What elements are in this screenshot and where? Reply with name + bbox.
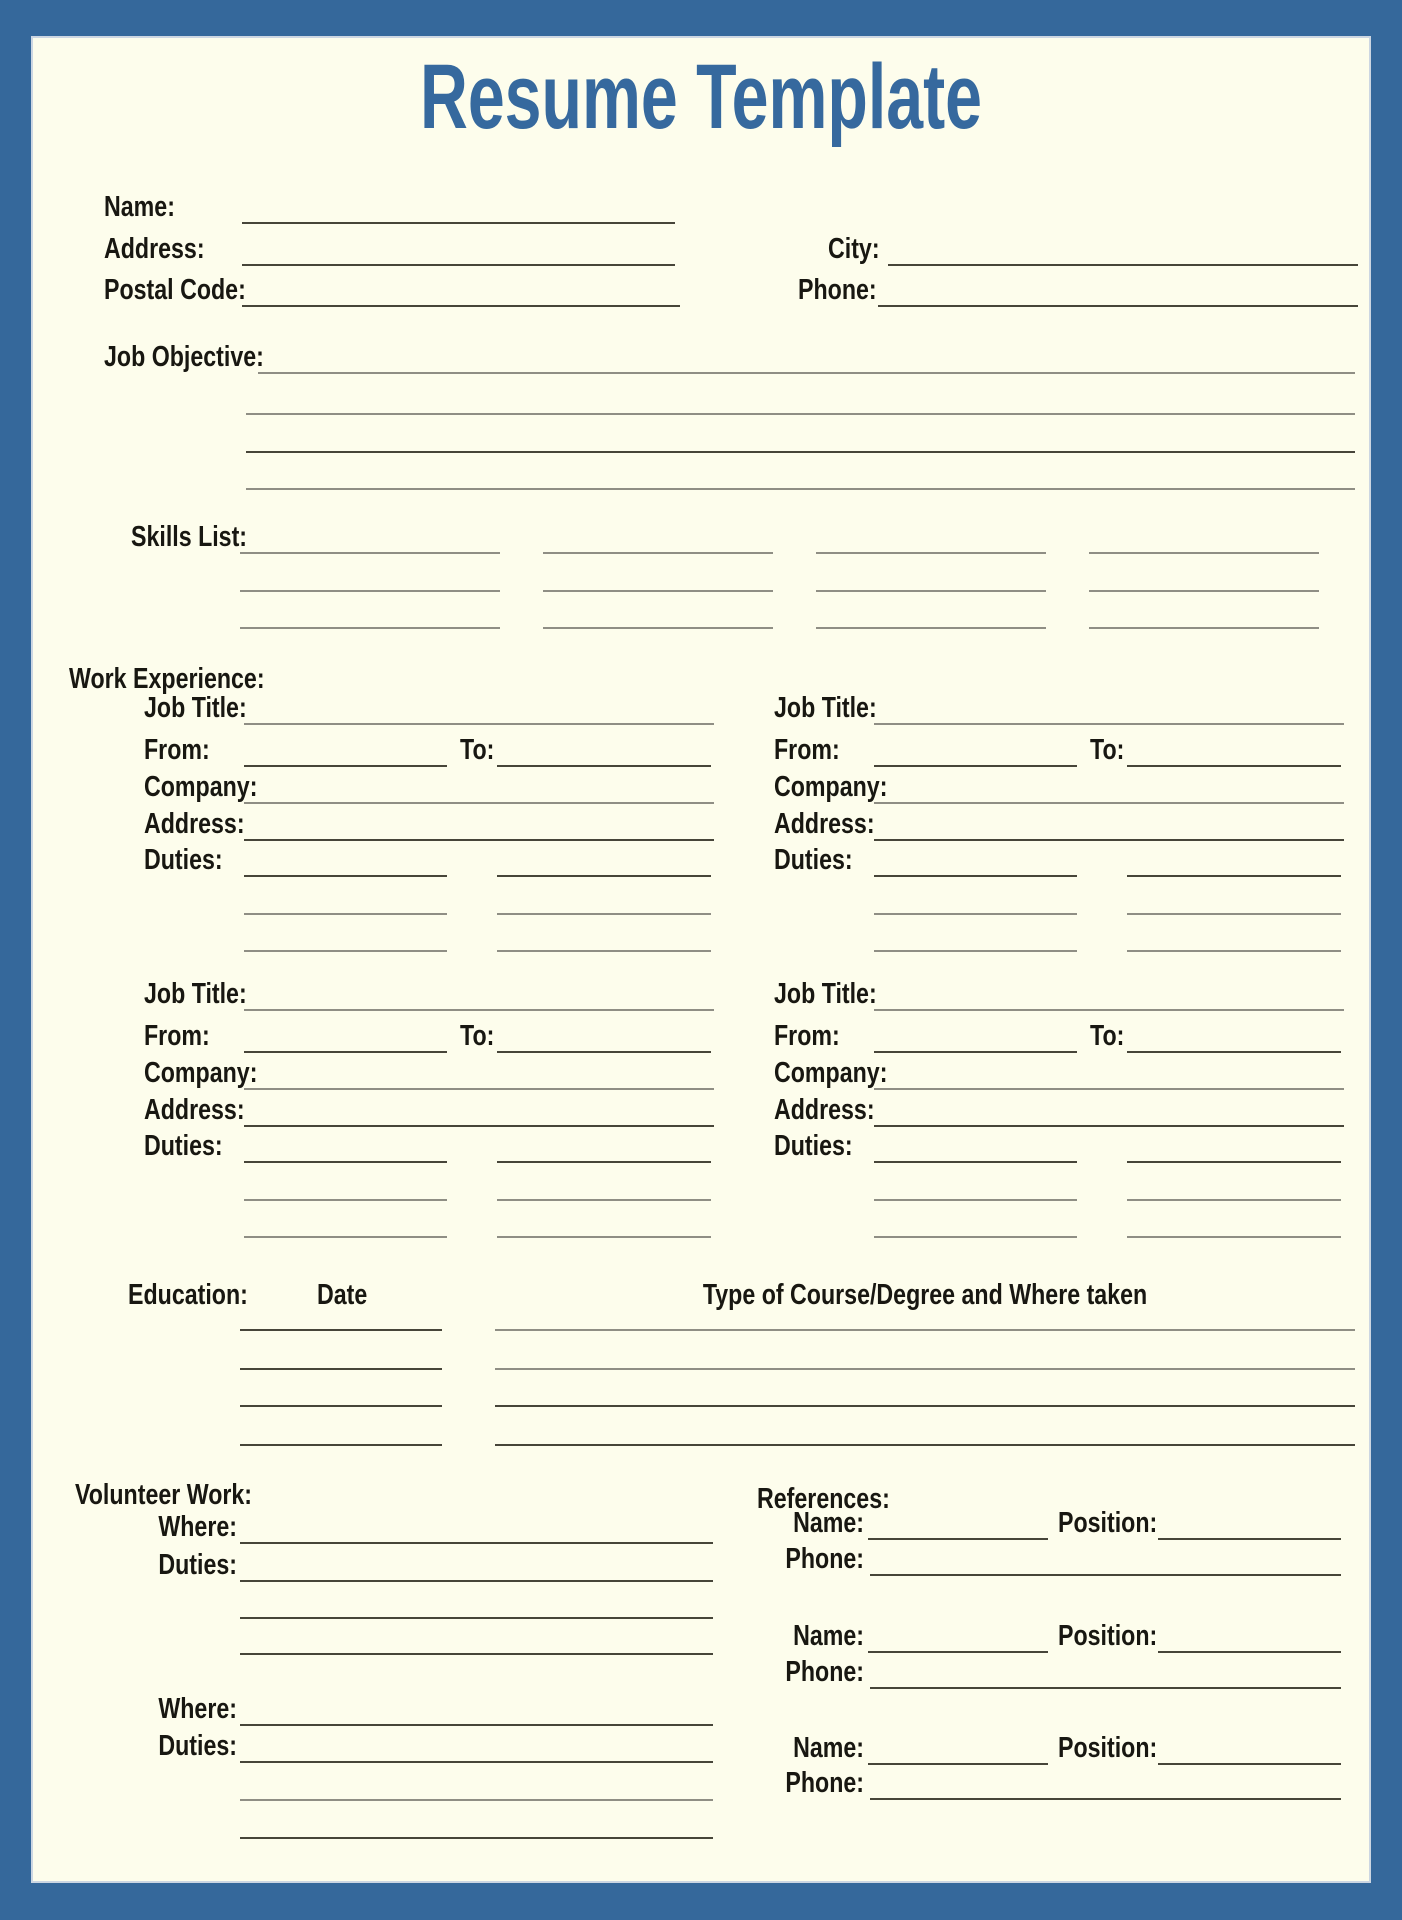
skill-line-r2c1[interactable]	[240, 590, 500, 592]
reference-name-label: Name:	[793, 1620, 864, 1652]
job4-to-line[interactable]	[1127, 1051, 1341, 1053]
work-experience-heading: Work Experience:	[69, 663, 265, 695]
from-label: From:	[144, 1020, 210, 1052]
volunteer2-duties-line-1[interactable]	[240, 1761, 713, 1763]
duties-label: Duties:	[144, 844, 223, 876]
to-label: To:	[460, 734, 495, 766]
skill-line-r2c4[interactable]	[1089, 590, 1319, 592]
job-objective-line-3[interactable]	[246, 451, 1355, 453]
work-entry-1	[144, 693, 744, 963]
job2-duty-line-3b[interactable]	[1127, 950, 1341, 952]
job1-title-line[interactable]	[244, 723, 714, 725]
job2-duty-line-1a[interactable]	[874, 875, 1077, 877]
job3-duty-line-2a[interactable]	[244, 1199, 447, 1201]
job3-company-line[interactable]	[244, 1088, 714, 1090]
company-label: Company:	[774, 1057, 888, 1089]
job1-duty-line-1a[interactable]	[244, 875, 447, 877]
company-label: Company:	[774, 771, 888, 803]
job-objective-line-2[interactable]	[246, 413, 1355, 415]
job3-duty-line-3b[interactable]	[497, 1236, 711, 1238]
education-label: Education:	[128, 1279, 248, 1311]
company-label: Company:	[144, 771, 258, 803]
reference3-name-line[interactable]	[868, 1763, 1048, 1765]
job4-from-line[interactable]	[874, 1051, 1077, 1053]
name-field-line[interactable]	[242, 222, 675, 224]
job-title-label: Job Title:	[144, 692, 247, 724]
address-label: Address:	[104, 233, 205, 265]
volunteer-work-heading: Volunteer Work:	[75, 1479, 253, 1511]
skill-line-r3c2[interactable]	[543, 627, 773, 629]
volunteer1-where-line[interactable]	[240, 1542, 713, 1544]
reference-phone-label: Phone:	[785, 1543, 864, 1575]
job2-company-line[interactable]	[874, 802, 1344, 804]
skill-line-r2c2[interactable]	[543, 590, 773, 592]
volunteer1-duties-line-1[interactable]	[240, 1580, 713, 1582]
duties-label: Duties:	[144, 1130, 223, 1162]
skill-line-r1c3[interactable]	[816, 552, 1046, 554]
city-field-line[interactable]	[888, 264, 1358, 266]
name-label: Name:	[104, 191, 175, 223]
job2-duty-line-3a[interactable]	[874, 950, 1077, 952]
to-label: To:	[1090, 734, 1125, 766]
job1-duty-line-2a[interactable]	[244, 913, 447, 915]
reference2-name-line[interactable]	[868, 1651, 1048, 1653]
skill-line-r3c4[interactable]	[1089, 627, 1319, 629]
reference-phone-label: Phone:	[785, 1656, 864, 1688]
work-entry-2	[774, 693, 1374, 963]
work-entry-3	[144, 979, 744, 1249]
reference-name-label: Name:	[793, 1732, 864, 1764]
education-course-header: Type of Course/Degree and Where taken	[702, 1279, 1148, 1311]
reference1-name-line[interactable]	[868, 1538, 1048, 1540]
job1-duty-line-3a[interactable]	[244, 950, 447, 952]
skill-line-r1c4[interactable]	[1089, 552, 1319, 554]
reference3-position-line[interactable]	[1158, 1763, 1341, 1765]
volunteer2-duties-line-2[interactable]	[240, 1799, 713, 1801]
from-label: From:	[774, 734, 840, 766]
job-objective-line-4[interactable]	[246, 488, 1355, 490]
job2-to-line[interactable]	[1127, 765, 1341, 767]
job-objective-line-1[interactable]	[258, 372, 1355, 374]
phone-field-line[interactable]	[878, 305, 1358, 307]
job2-address-line[interactable]	[874, 839, 1344, 841]
job1-to-line[interactable]	[497, 765, 711, 767]
duties-label: Duties:	[774, 1130, 853, 1162]
job2-duty-line-1b[interactable]	[1127, 875, 1341, 877]
reference2-position-line[interactable]	[1158, 1651, 1341, 1653]
job-title-label: Job Title:	[774, 978, 877, 1010]
skill-line-r1c2[interactable]	[543, 552, 773, 554]
job1-address-line[interactable]	[244, 839, 714, 841]
volunteer2-duties-line-3[interactable]	[240, 1837, 713, 1839]
skill-line-r3c1[interactable]	[240, 627, 500, 629]
duties-label: Duties:	[774, 844, 853, 876]
job4-duty-line-3b[interactable]	[1127, 1236, 1341, 1238]
education-date-line-1[interactable]	[240, 1329, 442, 1331]
to-label: To:	[1090, 1020, 1125, 1052]
education-date-line-4[interactable]	[240, 1444, 442, 1446]
address-label: Address:	[144, 1094, 245, 1126]
volunteer1-duties-line-3[interactable]	[240, 1653, 713, 1655]
job2-from-line[interactable]	[874, 765, 1077, 767]
reference3-phone-line[interactable]	[870, 1798, 1341, 1800]
job-title-label: Job Title:	[144, 978, 247, 1010]
job3-duty-line-2b[interactable]	[497, 1199, 711, 1201]
job-objective-label: Job Objective:	[104, 341, 264, 373]
job2-duty-line-2a[interactable]	[874, 913, 1077, 915]
volunteer2-where-line[interactable]	[240, 1724, 713, 1726]
address-field-line[interactable]	[242, 264, 675, 266]
education-course-line-3[interactable]	[495, 1405, 1355, 1407]
address-label: Address:	[774, 808, 875, 840]
reference-position-label: Position:	[1058, 1620, 1158, 1652]
volunteer1-duties-line-2[interactable]	[240, 1617, 713, 1619]
skill-line-r3c3[interactable]	[816, 627, 1046, 629]
postal-code-field-line[interactable]	[242, 305, 680, 307]
job4-address-line[interactable]	[874, 1125, 1344, 1127]
from-label: From:	[774, 1020, 840, 1052]
job1-duty-line-3b[interactable]	[497, 950, 711, 952]
job1-company-line[interactable]	[244, 802, 714, 804]
duties-label: Duties:	[158, 1549, 237, 1581]
from-label: From:	[144, 734, 210, 766]
postal-code-label: Postal Code:	[104, 274, 246, 306]
job2-duty-line-2b[interactable]	[1127, 913, 1341, 915]
references-heading: References:	[757, 1483, 890, 1515]
education-course-line-1[interactable]	[495, 1329, 1355, 1331]
job1-duty-line-2b[interactable]	[497, 913, 711, 915]
job3-address-line[interactable]	[244, 1125, 714, 1127]
phone-label: Phone:	[798, 274, 877, 306]
job1-from-line[interactable]	[244, 765, 447, 767]
reference-position-label: Position:	[1058, 1507, 1158, 1539]
to-label: To:	[460, 1020, 495, 1052]
address-label: Address:	[774, 1094, 875, 1126]
skills-list-label: Skills List:	[131, 521, 248, 553]
education-course-line-2[interactable]	[495, 1368, 1355, 1370]
education-date-line-2[interactable]	[240, 1368, 442, 1370]
company-label: Company:	[144, 1057, 258, 1089]
address-label: Address:	[144, 808, 245, 840]
job-title-label: Job Title:	[774, 692, 877, 724]
reference1-position-line[interactable]	[1158, 1538, 1341, 1540]
job3-to-line[interactable]	[497, 1051, 711, 1053]
job3-duty-line-3a[interactable]	[244, 1236, 447, 1238]
reference-phone-label: Phone:	[785, 1767, 864, 1799]
job4-duty-line-1b[interactable]	[1127, 1161, 1341, 1163]
job4-title-line[interactable]	[874, 1009, 1344, 1011]
skill-line-r1c1[interactable]	[240, 552, 500, 554]
where-label: Where:	[158, 1693, 237, 1725]
job3-title-line[interactable]	[244, 1009, 714, 1011]
reference2-phone-line[interactable]	[870, 1687, 1341, 1689]
job4-duty-line-1a[interactable]	[874, 1161, 1077, 1163]
job3-from-line[interactable]	[244, 1051, 447, 1053]
job1-duty-line-1b[interactable]	[497, 875, 711, 877]
education-course-line-4[interactable]	[495, 1444, 1355, 1446]
job3-duty-line-1a[interactable]	[244, 1161, 447, 1163]
page-title: Resume Template	[419, 46, 983, 148]
reference-name-label: Name:	[793, 1507, 864, 1539]
skill-line-r2c3[interactable]	[816, 590, 1046, 592]
work-entry-4	[774, 979, 1374, 1249]
duties-label: Duties:	[158, 1730, 237, 1762]
job4-duty-line-3a[interactable]	[874, 1236, 1077, 1238]
job4-company-line[interactable]	[874, 1088, 1344, 1090]
reference1-phone-line[interactable]	[870, 1574, 1341, 1576]
where-label: Where:	[158, 1511, 237, 1543]
job3-duty-line-1b[interactable]	[497, 1161, 711, 1163]
job4-duty-line-2b[interactable]	[1127, 1199, 1341, 1201]
reference-position-label: Position:	[1058, 1732, 1158, 1764]
job2-title-line[interactable]	[874, 723, 1344, 725]
education-date-line-3[interactable]	[240, 1405, 442, 1407]
city-label: City:	[828, 233, 880, 265]
education-date-header: Date	[317, 1279, 368, 1311]
job4-duty-line-2a[interactable]	[874, 1199, 1077, 1201]
